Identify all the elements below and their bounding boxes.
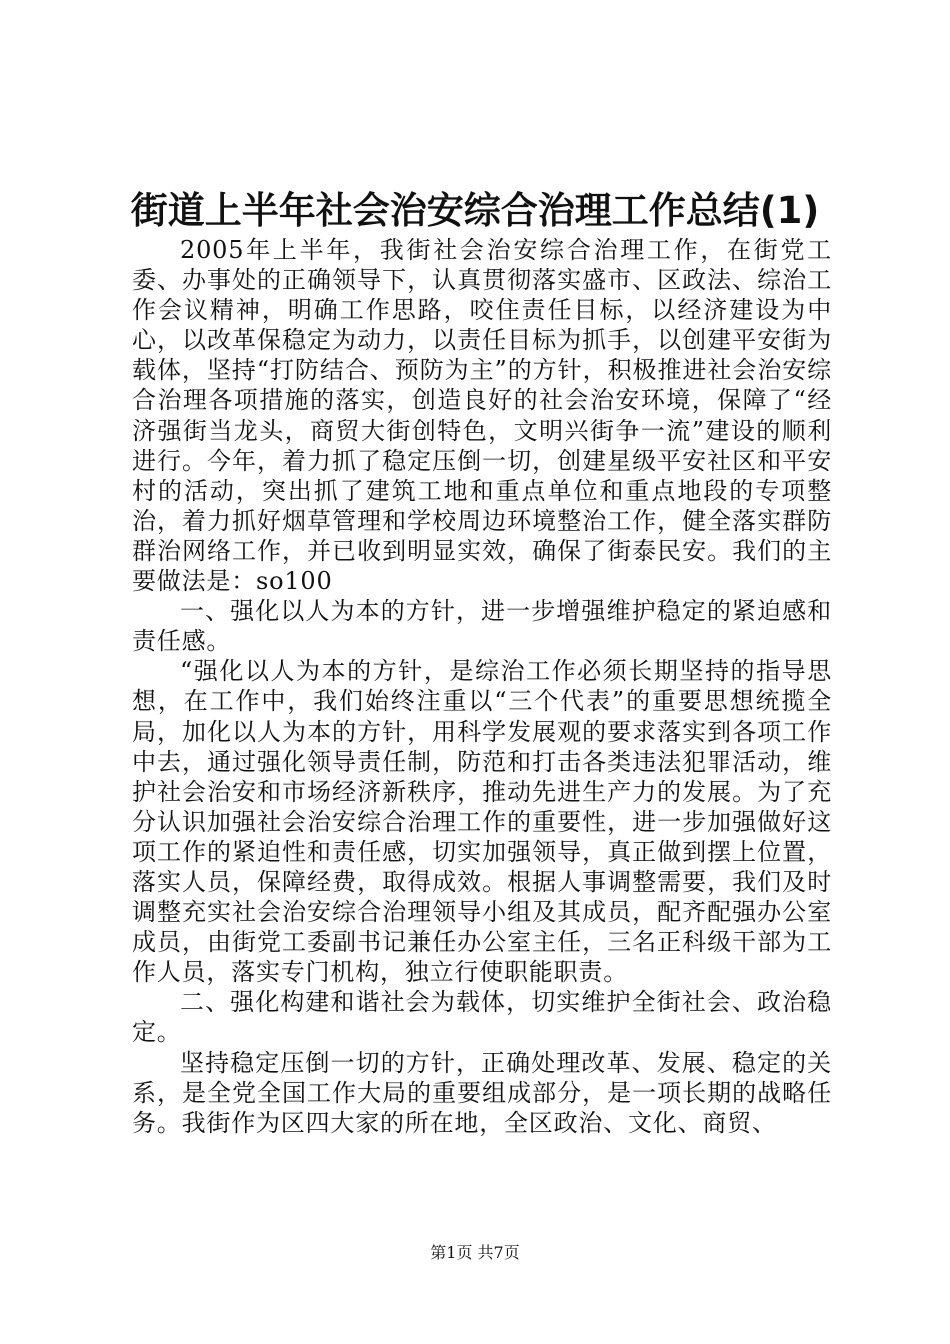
document-body xyxy=(132,235,832,1138)
document-title: 街道上半年社会治安综合治理工作总结(1) xyxy=(130,189,820,232)
paragraph-section-body-2: 坚持稳定压倒一切的方针，正确处理改革、发展、稳定的关系，是全党全国工作大局的重要组成部分，是一项长期的战略任务。我街作为区四大家的所在地，全区政治、文化、商贸、 xyxy=(132,1048,832,1137)
paragraph-section-heading-2: 二、强化构建和谐社会为载体，切实维护全街社会、政治稳定。 xyxy=(132,988,832,1047)
paragraph-section-body-1: “强化以人为本的方针，是综治工作必须长期坚持的指导思想，在工作中，我们始终注重以“三个代表”的重要思想统揽全局，加化以人为本的方针，用科学发展观的要求落实到各项工作中去，通过强化领导责任制，防范和打击各类违法犯罪活动，维护社会治安和市场经济新秩序，推动先进生产力的发展。为了充分认识加强社会治安综合治理工作的重要性，进一步加强做好这项工作的紧迫性和责任感，切实加强领导，真正做到摆上位置，落实人员，保障经费，取得成效。根据人事调整需要，我们及时调整充实社会治安综合治理领导小组及其成员，配齐配强办公室成员，由街党工委副书记兼任办公室主任，三名正科级干部为工作人员，落实专门机构，独立行使职能职责。 xyxy=(132,657,832,987)
page-number-footer: 第1页 共7页 xyxy=(430,1243,520,1262)
paragraph-intro: 2005年上半年，我街社会治安综合治理工作，在街党工委、办事处的正确领导下，认真贯彻落实盛市、区政法、综治工作会议精神，明确工作思路，咬住责任目标，以经济建设为中心，以改革保稳定为动力，以责任目标为抓手，以创建平安街为载体，坚持“打防结合、预防为主”的方针，积极推进社会治安综合治理各项措施的落实，创造良好的社会治安环境，保障了“经济强街当龙头，商贸大街创特色，文明兴街争一流”建设的顺利进行。今年，着力抓了稳定压倒一切，创建星级平安社区和平安村的活动，突出抓了建筑工地和重点单位和重点地段的专项整治，着力抓好烟草管理和学校周边环境整治工作，健全落实群防群治网络工作，并已收到明显实效，确保了街泰民安。我们的主要做法是：so100 xyxy=(132,236,832,596)
paragraph-section-heading-1: 一、强化以人为本的方针，进一步增强维护稳定的紧迫感和责任感。 xyxy=(132,597,832,656)
